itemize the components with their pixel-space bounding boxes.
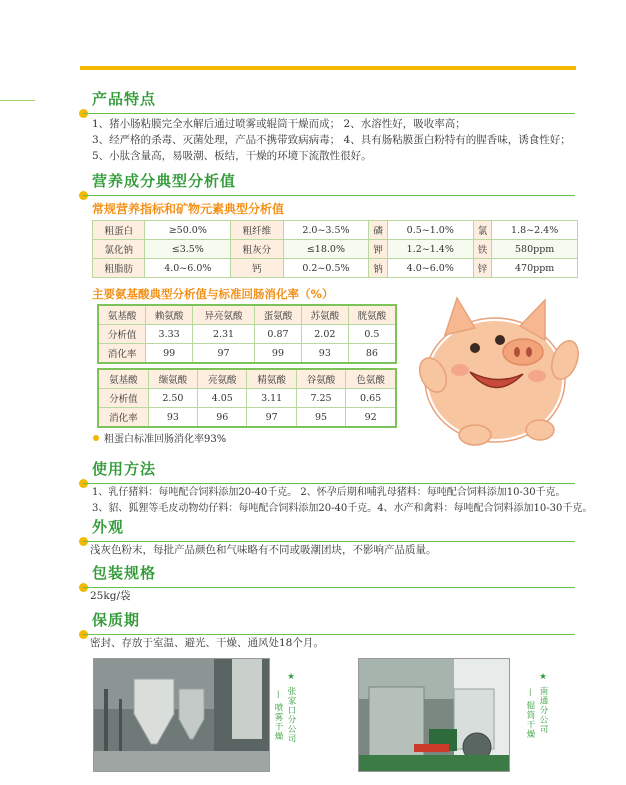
table-row: [98, 305, 396, 325]
table-cell: 消化率: [98, 344, 146, 364]
table-cell: 锌: [473, 259, 492, 278]
table-cell: 97: [193, 344, 255, 364]
table-cell: 93: [148, 408, 197, 428]
photo2-caption-main: ★ 南通分公司: [538, 672, 548, 735]
table-cell: 粗蛋白: [93, 221, 145, 240]
table-cell: 0.65: [346, 389, 396, 408]
appearance-text: 浅灰色粉末，每批产品颜色和气味略有不同或吸潮团块，不影响产品质量。: [90, 544, 437, 556]
table-cell: 7.25: [296, 389, 345, 408]
table-cell: ≥50.0%: [145, 221, 231, 240]
table-cell: 92: [346, 408, 396, 428]
table-cell: 氯化钠: [93, 240, 145, 259]
usage-heading: 使用方法: [92, 460, 157, 478]
table-cell: 470ppm: [492, 259, 578, 278]
table-cell: 86: [348, 344, 396, 364]
table-cell: 氯: [473, 221, 492, 240]
table-cell: 2.02: [301, 325, 348, 344]
table-cell: 谷氨酸: [296, 369, 345, 389]
table-cell: 苏氨酸: [301, 305, 348, 325]
top-accent-bar: [80, 66, 576, 70]
table-row: [98, 369, 396, 389]
table-cell: 1.8~2.4%: [492, 221, 578, 240]
table-cell: 胱氨酸: [348, 305, 396, 325]
table-cell: 钠: [369, 259, 388, 278]
table-cell: 分析值: [98, 325, 146, 344]
features-line: 5、小肽含量高，易吸潮、板结，干燥的环境下流散性很好。: [92, 150, 372, 162]
table-cell: 0.2~0.5%: [283, 259, 369, 278]
table-cell: 异亮氨酸: [193, 305, 255, 325]
nutrition-subheading-2: 主要氨基酸典型分析值与标准回肠消化率（%）: [92, 287, 334, 301]
table-cell: 0.5~1.0%: [387, 221, 473, 240]
table-cell: 4.0~6.0%: [387, 259, 473, 278]
features-line: 1、猪小肠粘膜完全水解后通过喷雾或辊筒干燥而成； 2、水溶性好，吸收率高；: [92, 118, 466, 130]
table-cell: 缬氨酸: [148, 369, 197, 389]
table-cell: 580ppm: [492, 240, 578, 259]
table-row: [93, 221, 578, 240]
usage-line: 1、乳仔猪料：每吨配合饲料添加20-40千克。 2、怀孕后期和哺乳母猪料：每吨配合饲料添加10-30千克。: [92, 487, 566, 498]
table-row: [93, 240, 578, 259]
shelf-life-text: 密封、存放于室温、避光、干燥、通风处18个月。: [90, 637, 324, 649]
features-heading: 产品特点: [92, 90, 157, 108]
left-accent-line: [0, 100, 35, 101]
table-cell: 粗纤维: [231, 221, 283, 240]
table-cell: 99: [255, 344, 302, 364]
table-cell: 精氨酸: [247, 369, 296, 389]
packaging-rule: [83, 587, 575, 588]
table-cell: 亮氨酸: [198, 369, 247, 389]
table-cell: 消化率: [98, 408, 148, 428]
table-cell: 粗脂肪: [93, 259, 145, 278]
photo1-caption-main: ★ 张家口分公司: [286, 672, 296, 744]
table-cell: 蛋氨酸: [255, 305, 302, 325]
table-cell: 钾: [369, 240, 388, 259]
table-cell: 96: [198, 408, 247, 428]
drum-drying-photo: [358, 658, 510, 772]
table-row: [98, 325, 396, 344]
table-cell: 4.05: [198, 389, 247, 408]
table-cell: ≤3.5%: [145, 240, 231, 259]
nutrition-table: [92, 220, 578, 278]
table-cell: 2.0~3.5%: [283, 221, 369, 240]
table-row: [98, 408, 396, 428]
table-cell: ≤18.0%: [283, 240, 369, 259]
table-cell: 93: [301, 344, 348, 364]
appearance-heading: 外观: [92, 518, 125, 536]
features-rule: [83, 113, 575, 114]
table-cell: 4.0~6.0%: [145, 259, 231, 278]
table-cell: 3.11: [247, 389, 296, 408]
table-cell: 色氨酸: [346, 369, 396, 389]
usage-rule: [83, 483, 575, 484]
table-cell: 0.87: [255, 325, 302, 344]
photo1-caption-sub: — 喷雾干燥: [273, 690, 283, 742]
usage-text: [92, 485, 592, 517]
spray-drying-photo: [93, 658, 270, 772]
table-cell: 钙: [231, 259, 283, 278]
note-bullet-icon: [93, 435, 99, 441]
table-row: [98, 389, 396, 408]
table-cell: 赖氨酸: [146, 305, 193, 325]
nutrition-subheading-1: 常规营养指标和矿物元素典型分析值: [92, 202, 285, 216]
table-cell: 0.5: [348, 325, 396, 344]
amino-table-1: [97, 304, 397, 364]
table-cell: 95: [296, 408, 345, 428]
table-cell: 磷: [369, 221, 388, 240]
nutrition-heading: 营养成分典型分析值: [92, 172, 237, 190]
table-cell: 3.33: [146, 325, 193, 344]
table-cell: 粗灰分: [231, 240, 283, 259]
table-cell: 铁: [473, 240, 492, 259]
features-line: 3、经严格的杀毒、灭菌处理，产品不携带致病病毒； 4、具有肠粘膜蛋白粉特有的腥香味，诱食性好；: [92, 134, 571, 146]
table-row: [98, 344, 396, 364]
table-cell: 氨基酸: [98, 305, 146, 325]
photo2-caption-sub: — 辊筒干燥: [525, 688, 535, 740]
table-cell: 97: [247, 408, 296, 428]
table-cell: 1.2~1.4%: [387, 240, 473, 259]
table-cell: 分析值: [98, 389, 148, 408]
table-row: [93, 259, 578, 278]
amino-table-2: [97, 368, 397, 428]
shelf-life-heading: 保质期: [92, 611, 141, 629]
usage-line: 3、貂、狐狸等毛皮动物幼仔料：每吨配合饲料添加20-40千克。4、水产和禽料：每吨配合饲料添加10-30千克。: [92, 503, 593, 514]
packaging-text: 25kg/袋: [90, 590, 131, 602]
table-cell: 2.31: [193, 325, 255, 344]
features-text: [92, 116, 571, 164]
packaging-heading: 包装规格: [92, 564, 157, 582]
table-cell: 氨基酸: [98, 369, 148, 389]
table-cell: 2.50: [148, 389, 197, 408]
digestibility-note: 粗蛋白标准回肠消化率93%: [93, 430, 226, 445]
table-cell: 99: [146, 344, 193, 364]
nutrition-rule: [83, 195, 575, 196]
pig-mascot-illustration: [405, 290, 585, 450]
